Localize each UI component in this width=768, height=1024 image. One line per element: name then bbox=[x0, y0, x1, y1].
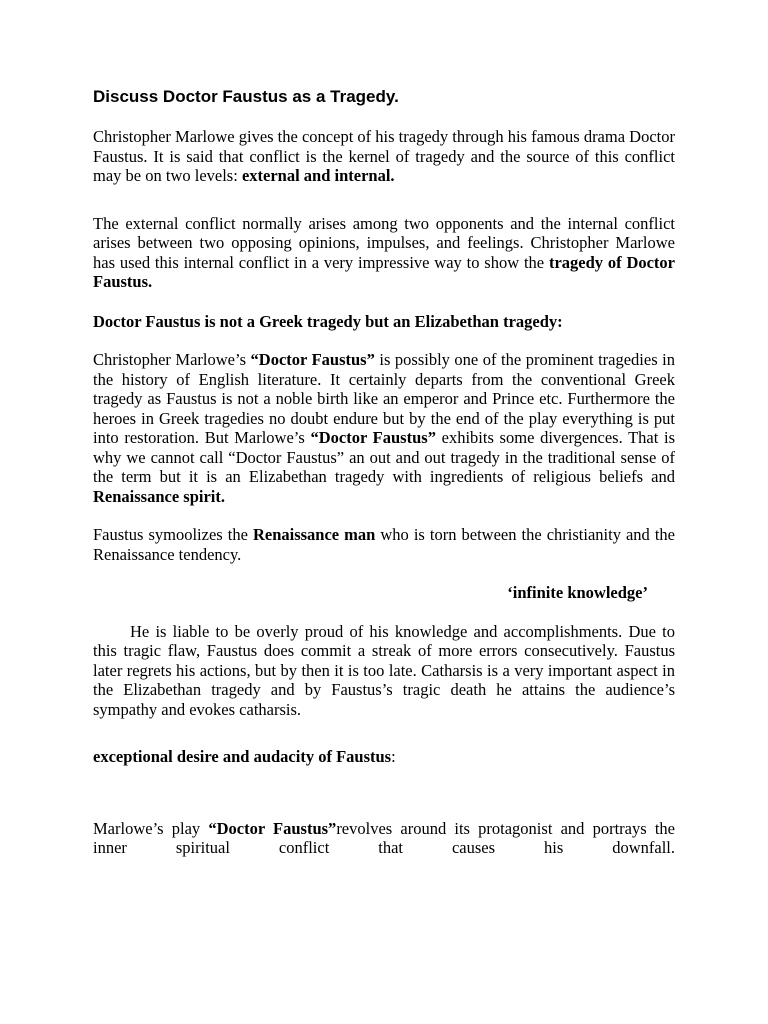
paragraph-protagonist-text-2: revolves around its protagonist and portrays the inner spiritual conflict that causes his downfall. bbox=[93, 818, 675, 857]
section-heading-desire-bold: exceptional desire and audacity of Faustus bbox=[93, 747, 392, 766]
paragraph-elizabethan-text-2: is possibly one of the prominent tragedies in the history of English literature. It certainly departs from the conventional Greek tragedy as Faustus is not a noble birth like an emperor and Prince etc. Furthermore the heroes in Greek tragedies no doubt endure but by the end of the play everything is put into restoration. But Marlowe’s bbox=[93, 350, 675, 447]
paragraph-renaissance-bold: Renaissance man bbox=[252, 525, 376, 544]
paragraph-renaissance-text-1: Faustus symoolizes the bbox=[93, 525, 253, 544]
document-page bbox=[93, 86, 675, 858]
paragraph-conflict-text: The external conflict normally arises among two opponents and the internal conflict arises between two opposing opinions, impulses, and feelings. Christopher Marlowe has used this internal conflict in a very impressive way to show the bbox=[93, 213, 675, 272]
paragraph-elizabethan-bold-2: “Doctor Faustus” bbox=[310, 428, 436, 447]
section-heading-desire-colon: : bbox=[391, 747, 396, 766]
paragraph-protagonist bbox=[93, 819, 675, 858]
quote-infinite-knowledge: ‘infinite knowledge’ bbox=[507, 583, 648, 602]
paragraph-elizabethan-bold-3: Renaissance spirit. bbox=[93, 486, 225, 506]
paragraph-elizabethan bbox=[93, 350, 675, 506]
paragraph-renaissance-text-2: who is torn between the christianity and the Renaissance tendency. bbox=[93, 525, 676, 564]
paragraph-renaissance bbox=[93, 525, 675, 564]
paragraph-conflict bbox=[93, 214, 675, 292]
paragraph-elizabethan-text-3: exhibits some divergences. That is why we cannot call “Doctor Faustus” an out and out tragedy in the traditional sense of the term but it is an Elizabethan tragedy with ingredients of religious beliefs and bbox=[93, 428, 675, 486]
paragraph-protagonist-bold: “Doctor Faustus” bbox=[208, 818, 337, 838]
paragraph-intro bbox=[93, 127, 675, 186]
paragraph-tragic-flaw: He is liable to be overly proud of his knowledge and accomplishments. Due to this tragic flaw, Faustus does commit a streak of more errors consecutively. Faustus later regrets his actions, but by then it is too late. Catharsis is a very important aspect in the Elizabethan tragedy and by Faustus’s tragic death he attains the audience’s sympathy and evokes catharsis. bbox=[93, 621, 675, 719]
paragraph-protagonist-text-1: Marlowe’s play bbox=[93, 818, 209, 838]
section-heading-desire bbox=[93, 747, 675, 767]
paragraph-intro-bold: external and internal. bbox=[241, 166, 395, 185]
paragraph-elizabethan-bold-1: “Doctor Faustus” bbox=[250, 350, 375, 369]
paragraph-intro-text: Christopher Marlowe gives the concept of his tragedy through his famous drama Doctor Faustus. It is said that conflict is the kernel of tragedy and the source of this conflict may be on two levels: bbox=[93, 127, 675, 185]
document-title: Discuss Doctor Faustus as a Tragedy. bbox=[93, 87, 399, 106]
section-heading-elizabethan: Doctor Faustus is not a Greek tragedy but an Elizabethan tragedy: bbox=[93, 311, 563, 331]
paragraph-elizabethan-text-1: Christopher Marlowe’s bbox=[93, 350, 251, 369]
paragraph-conflict-bold: tragedy of Doctor Faustus. bbox=[93, 252, 676, 291]
